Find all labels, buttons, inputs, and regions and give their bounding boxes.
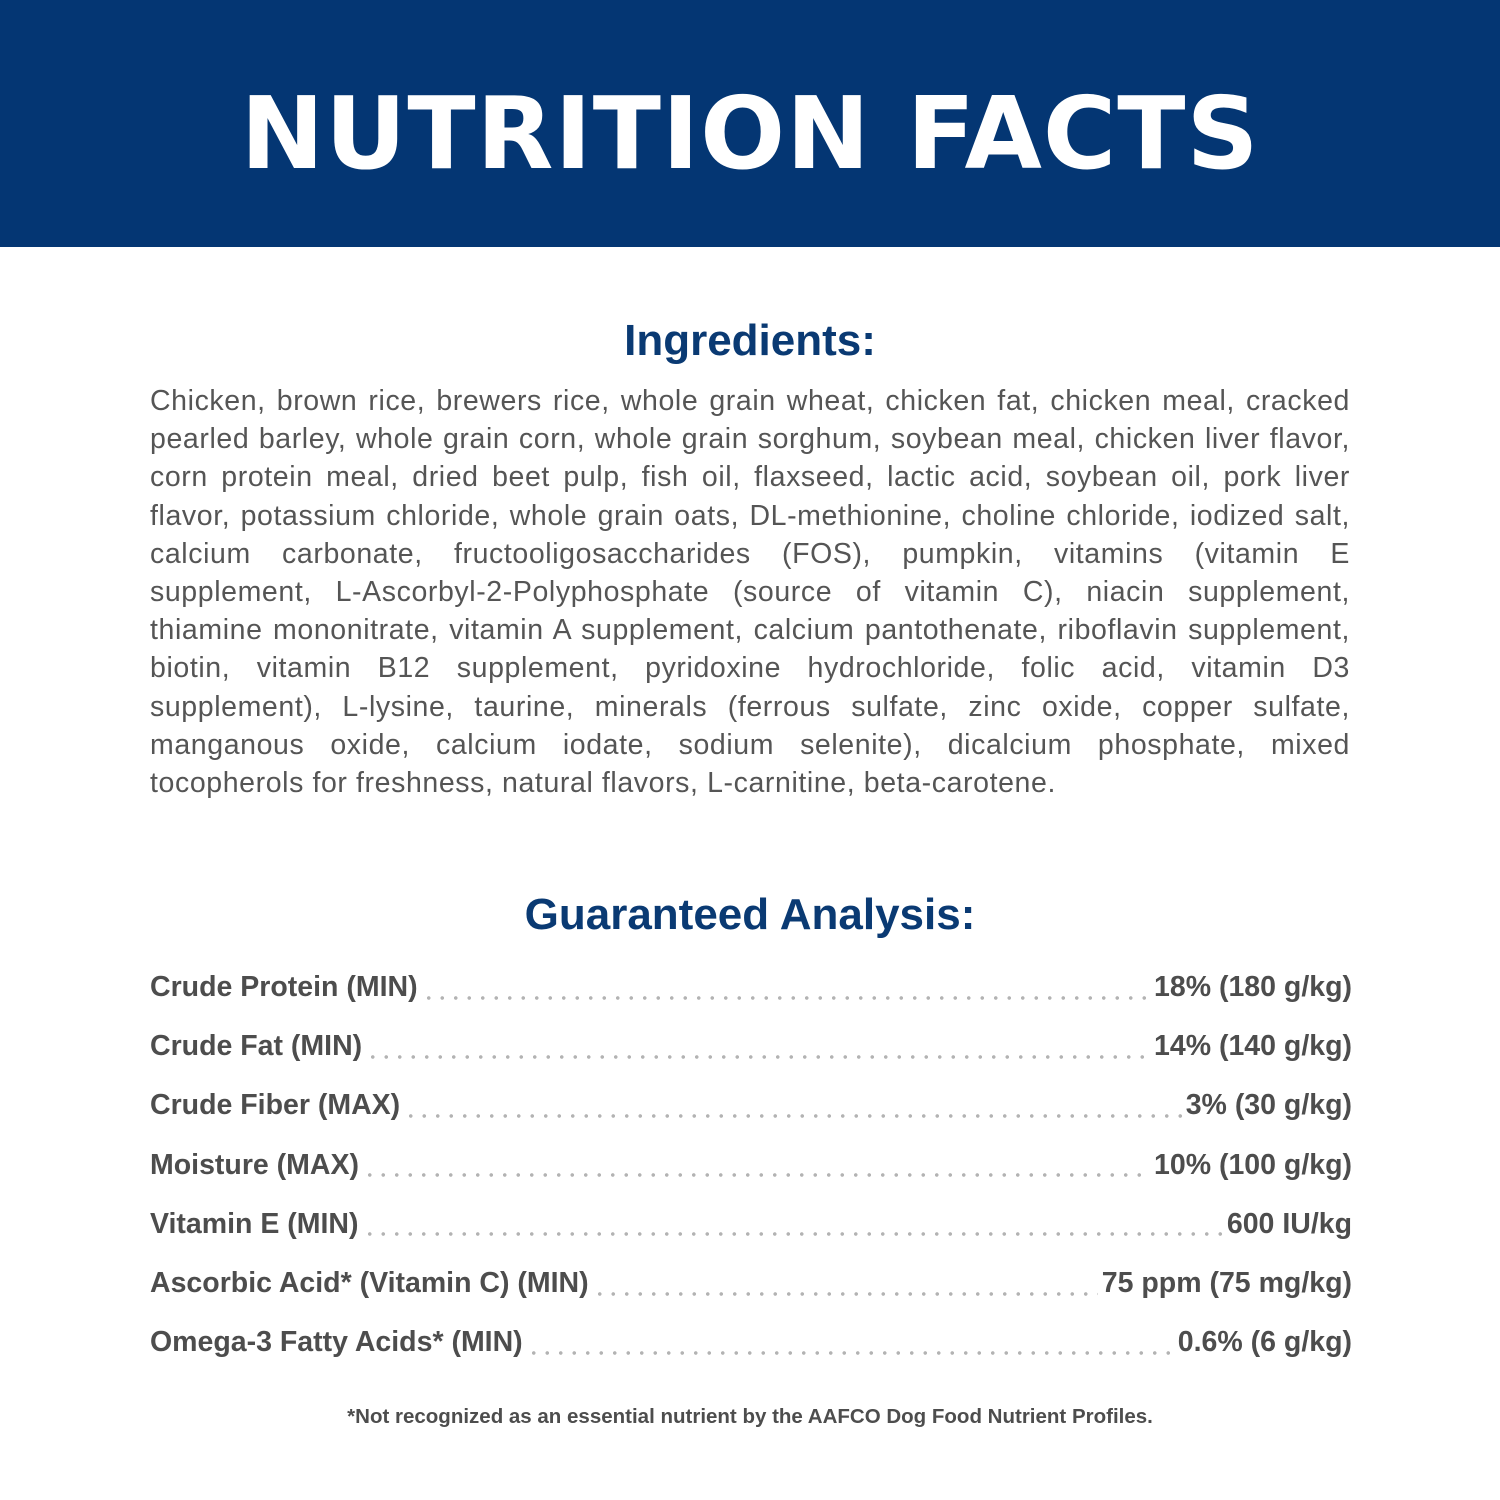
analysis-value: 600 IU/kg bbox=[1226, 1207, 1352, 1240]
ingredients-heading: Ingredients: bbox=[624, 316, 876, 365]
analysis-label: Omega-3 Fatty Acids* (MIN) bbox=[150, 1326, 523, 1359]
title-banner bbox=[0, 0, 1500, 247]
ingredients-list: Chicken, brown rice, brewers rice, whole grain wheat, chicken fat, chicken meal, cracked pearled barley, whole grain corn, whole grain sorghum, soybean meal, chicken liver flavor, corn protein meal, dried beet pulp, fish oil, flaxseed, lactic acid, soybean oil, pork liver flavor, potassium chloride, whole grain oats, DL-methionine, choline chloride, iodized salt, calcium carbonate, fructooligosaccharides (FOS), pumpkin, vitamins (vitamin E supplement, L-Ascorbyl-2-Polyphosphate (source of vitamin C), niacin supplement, thiamine mononitrate, vitamin A supplement, calcium pantothenate, riboflavin supplement, biotin, vitamin B12 supplement, pyridoxine hydrochloride, folic acid, vitamin D3 supplement), L-lysine, taurine, minerals (ferrous sulfate, zinc oxide, copper sulfate, manganous oxide, calcium iodate, sodium selenite), dicalcium phosphate, mixed tocopherols for freshness, natural flavors, L-carnitine, beta-carotene. bbox=[150, 385, 1350, 800]
footnote: *Not recognized as an essential nutrient by the AAFCO Dog Food Nutrient Profiles. bbox=[347, 1405, 1153, 1428]
analysis-label: Crude Fat (MIN) bbox=[150, 1030, 363, 1063]
dot-leader bbox=[527, 1351, 1174, 1355]
dot-leader bbox=[366, 1055, 1150, 1059]
analysis-row-vitamin-e bbox=[150, 1195, 1352, 1254]
analysis-row-crude-fiber bbox=[150, 1076, 1352, 1135]
analysis-value: 3% (30 g/kg) bbox=[1185, 1089, 1352, 1122]
guaranteed-analysis-table bbox=[150, 958, 1352, 1372]
analysis-value: 75 ppm (75 mg/kg) bbox=[1101, 1266, 1352, 1299]
analysis-row-moisture bbox=[150, 1136, 1352, 1195]
analysis-label: Crude Fiber (MAX) bbox=[150, 1089, 401, 1122]
analysis-label: Ascorbic Acid* (Vitamin C) (MIN) bbox=[150, 1266, 589, 1299]
guaranteed-analysis-heading: Guaranteed Analysis: bbox=[524, 890, 976, 939]
analysis-value: 10% (100 g/kg) bbox=[1154, 1148, 1352, 1181]
dot-leader bbox=[422, 996, 1150, 1000]
page-title: NUTRITION FACTS bbox=[240, 75, 1260, 192]
dot-leader bbox=[404, 1114, 1182, 1118]
dot-leader bbox=[593, 1292, 1098, 1296]
analysis-label: Moisture (MAX) bbox=[150, 1148, 359, 1181]
analysis-value: 18% (180 g/kg) bbox=[1154, 971, 1352, 1003]
analysis-label: Crude Protein (MIN) bbox=[150, 971, 418, 1003]
analysis-row-crude-protein bbox=[150, 958, 1352, 1017]
dot-leader bbox=[363, 1173, 1150, 1177]
analysis-value: 0.6% (6 g/kg) bbox=[1177, 1326, 1352, 1359]
dot-leader bbox=[363, 1232, 1223, 1236]
analysis-row-ascorbic-acid bbox=[150, 1254, 1352, 1313]
analysis-label: Vitamin E (MIN) bbox=[150, 1207, 359, 1240]
analysis-row-crude-fat bbox=[150, 1017, 1352, 1076]
analysis-row-omega-3 bbox=[150, 1313, 1352, 1372]
analysis-value: 14% (140 g/kg) bbox=[1154, 1030, 1352, 1063]
